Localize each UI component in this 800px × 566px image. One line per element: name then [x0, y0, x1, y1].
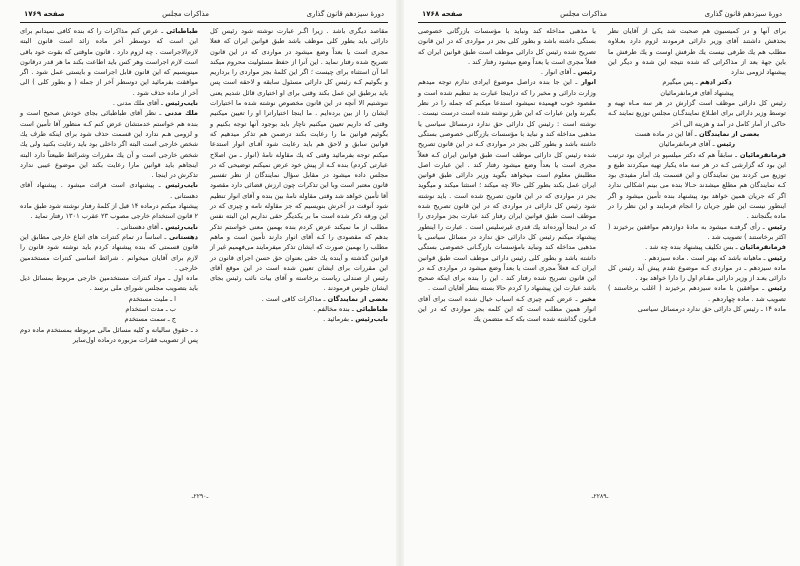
paragraph-text: ا ـ ملیت مستخدم: [128, 294, 176, 303]
page-number: ـ۲۲۹۰ـ: [191, 493, 209, 500]
speech-paragraph: [418, 294, 596, 325]
speech-paragraph: [20, 108, 198, 180]
body-paragraph: [418, 26, 596, 67]
paragraph-text: ـ ماهیانه باشد که بهتر است . ماده سیزدهم .: [644, 253, 766, 262]
paragraph-text: پیشنهاد میکنم درماده ۱۴ قبل از کلمهٔ رفتار نوشته شود طبق ماده ۲ قانون استخدام خارجی مصوب ۲۳ عقرب ۱۳۰۱ رفتار نماید .: [20, 202, 198, 221]
speaker-name: بعضی از نمایندگان: [325, 294, 388, 303]
text-columns: [418, 26, 786, 325]
speech-paragraph: [608, 242, 786, 252]
text-columns: [20, 26, 388, 345]
speaker-name: رئیس: [765, 253, 786, 262]
paragraph-text: ـ اساساً در تمام کنترات های اتباع خارجی مطابق این قانون قسمتی که بنده پیشنهاد کردم باید نوشته شود قانون را لازم برای آقایان میخوانم . شرائط اساسی کنترات مستخدمین خارجی .: [20, 232, 198, 272]
speaker-name: ملك مدنی: [161, 109, 199, 118]
paragraph-text: رئیس کل دارائی موظف است گزارش در هر سه مـاه تهیه و توسط وزیر دارائی برای اطـلاع نمایندگـان مجلس توزیع نمایند کـه حاکی از آمار کامل در آمد و هزینه الی آخر: [608, 99, 786, 128]
header-page-label: صفحه ۱۷۶۹: [24, 10, 65, 18]
body-paragraph: [608, 263, 786, 284]
list-item: [20, 314, 198, 324]
header-rule: [20, 22, 388, 23]
body-paragraph: [608, 88, 786, 98]
paragraph-text: ج ـ سمت مستخدم: [124, 315, 176, 324]
paragraph-text: ـ عرض کنم مذاکرات را که بنده کافی نمیدانم برای این است که دوسطر آخر ماده زائد است قانون البته لازم‌الاجراست . چه لزوم دارد . قانون ماوقتی که بقوت خود باقی است لازم اجراست وهر کس باید اطاعت بکند ما هر قدر درقانون مینویسیم که این قانون قابل اجراست و بایستی عمل شود . اگر موافقت بفرمائید این دوسطر آخر از جمله ( و بطور کلی ) الی آخر از ماده حذف شود .: [20, 27, 198, 97]
speaker-name: رئیس: [714, 140, 736, 149]
paragraph-text: ماده اول ـ مواد کنترات مستخدمین خارجی مربوط بمسائل ذیل باید بتصویب مجلس شورای ملی برسد .: [20, 274, 198, 293]
list-item: [20, 294, 198, 304]
paragraph-text: ـ آقای ملك مدنی .: [112, 99, 163, 108]
paragraph-text: ـ آقای انوار .: [540, 68, 576, 77]
speech-paragraph: [210, 294, 388, 304]
column-left: [418, 26, 596, 325]
speech-paragraph: [210, 314, 388, 324]
header-series: دورهٔ سیزدهم قانون گذاری: [704, 10, 782, 18]
paragraph-text: ـ این جا بنده دراصل موضوع ایرادی ندارم توجه میدهم وزارت دارائی و مخبر را که دراینجا عبارت بد تنظیم شده است و مقصود خوب فهمیده نمیشود استدعا میکنم که جمله را در نظر بگیرند واین عبارات که این طرز نوشته شده است درست نیست . نوشته است : رئیس کل دارائی حق ندارد درمسائل سیاسی یا مذهبی مداخله کند و نباید با مؤسسات بازرگانی خصوصی بستگی داشته باشد و بطور کلی بجز در مواردی کـه در این قانون تصریح شده رئیس کل دارائی موظف است طبق قوانین ایران کـه فعلاً مجری است یا بعداً وضع میشود رفتار کند . این عبارت اصل مطلبش معلوم است میخواهد بگوید وزیر دارائی طبق قوانین ایران عمل بکند بطور کلی حالا چه میکند ؛ استثنا میکند و میگوید بجز در مواردی که در این قانون تصریح شده است . باید نوشته شود رئیس کل دارائی در مواردی که در این قانون تصریح شده موظف است طبق قوانین ایران رفتار کند عبارت بجز مواردی را که در اینجا آورده‌اند یك قدری غیرسلیس است . عبارت را اینطور پیشنهاد میکنم رئیس کل دارائی حق ندارد در مسائل سیاسی یا مذهبی مداخله کند ونباید بامؤسسات بازرگـانی خصوصی بستگی داشته باشد و بطور کلی رئیس دارائی موظف است طبق قوانین ایران کـه فعلاً مجری است یا بعداً وضع میشود در مواردی کـه در این قانون تصریح شده رفتار کند . این را بنده برای اینکه صحیح باشد عبارت این پیشنهاد را کردم حالا بسته بنظر آقایان است .: [418, 78, 596, 293]
page-number: ـ۲۲۸۹ـ: [591, 493, 609, 500]
paragraph-text: ـ رأی گرفتـه میشود به مادهٔ دوازدهم موافقین برخیزند ( اکثر برخاستند ) تصویب شد .: [608, 222, 786, 241]
body-paragraph: [608, 26, 786, 77]
speaker-name: رئیس: [764, 284, 786, 293]
speech-paragraph: [608, 253, 786, 263]
speaker-name: رئیس: [764, 222, 786, 231]
speaker-name: طباطبائی: [163, 27, 198, 35]
column-right: [210, 26, 388, 345]
column-left: [20, 26, 198, 345]
speaker-name: نایب‌رئیس: [163, 99, 198, 108]
speech-paragraph: [608, 283, 786, 304]
speech-paragraph: [20, 222, 198, 232]
speech-paragraph: [608, 139, 786, 149]
paragraph-text: ماده ۱۴ ـ رئیس کل دارائی حق ندارد درمسائل سیاسی: [637, 305, 786, 314]
speaker-name: نایب‌رئیس: [160, 181, 198, 190]
speaker-name: دهستانی: [166, 232, 198, 241]
paragraph-text: ـ موافقین با ماده سیزدهم برخیزند ( اغلب برخاستند ) تصویب شد . ماده چهاردهم .: [608, 284, 786, 303]
speech-paragraph: [608, 222, 786, 243]
paragraph-text: پیشنهاد آقای فرمانفرمائیان: [660, 88, 734, 97]
body-paragraph: [608, 98, 786, 129]
paragraph-text: ـ بنده مخالفم .: [313, 305, 354, 314]
right-page: [400, 0, 800, 566]
speech-paragraph: [608, 150, 786, 222]
column-right: [608, 26, 786, 325]
speaker-name: مخبر: [577, 294, 596, 303]
speaker-name: رئیس: [575, 68, 596, 77]
page-header: [20, 5, 388, 19]
speech-paragraph: [20, 26, 198, 98]
body-paragraph: [210, 26, 388, 294]
paragraph-text: برای آنها و در کمیسیون هم صحبت شد یکی از آقایان نظر بحذفش داشتند آقای وزیر دارائی فرمودند لزوم دارد بعـلاوه مطلب هم یك طرفی نیست یك طرفش اوست و یك طرفش ما باین جهة بعد از مذاکراتی که شده نتیجه این شده و دیگر این پیشنهاد لزومی ندارد: [608, 27, 786, 77]
header-rule: [418, 22, 786, 23]
page-header: [418, 5, 786, 19]
book-gutter: [396, 0, 404, 566]
paragraph-text: ـ سابقاً هم که دکتر میلسپو در ایران بود ترتیب این بود که گزارشی کـه در هر سه ماه یکبار تهیه میکردند طبع و توزیع می کردند بین نمایندگان و این قسمت یك آمار مفیدی بود کـه نمایندگان هم مطلع میشدند حـالا بنده می بینم اشکالی ندارد اگر که جریان همین خواهد بود پیشنهاد بنده تأمین میشود و اگر اینطور نیست این طور جریان را انجام فرمایند و این نظر را در ماده بگنجانند .: [608, 150, 786, 221]
speech-paragraph: [608, 129, 786, 139]
speaker-name: فرمانفرمائیان: [737, 243, 786, 252]
paragraph-text: مقاصد دیگری باشد . زیرا اگـر عبارت نوشته شود رئیس کل دارائی باید بطور کلی موظف باشد طبق قوانین ایران که فعلا مجری است یا بعداً وضع میشود در مواردی که در این قانون تصریح شده رفتار نماید . این آنرا از حفظ مسئولیت محروم میکند اما آن استثناء برای چیست ؛ اگر این کلمهٔ بجز مواردی را برداریم و بگوئیم کـه رئیس کل دارائی مسئول سابقه و لاحقه است پس باید برطبق این عمل بکند وقتی برای او اختیاری قائل شدیم یعنی ننوشتیم الا آنچه در این قانون مخصوص نوشته شده ما اختیارات ایشان را از بین برده‌ایم . ما اینجا اختیاراترا او را تعیین میکنیم وقتی که داریم تعیین میکنیم ناچار باید بوجود آنها توجه بکنیم و بگوئیم قوانین ما را رعایت بکند درضمن هم تذکر میدهیم که قوانین سابق و لاحق هم باید رعایت شود آقـای انوار استدعا میکنم توجه بفرمائید وقتی که یك مقاوله نامهٔ (انوار ـ من اصلاح عبارتی کردم) بنده کـه از پیش خود عرض نمیکنم توضیحی که در مجلس داده میشود در مقابل سؤال نمایندگان از نظر تفسیر قانون معتبر است وبا این تذکرات چون ارزش قضائی دارد مقصود آقا تأمین خواهد شد وقتی مقاوله نامهٔ بین بنده و آقای انوار تنظیم شود آنوقت در آخرش بنویسیم که جز مقاوله نامه و چیزی که در این ورقه ذکر شده است ما بر یکدیگر حقی نداریم این البته نفس مطلب از ما نمیکند عرض کردم بنده بهمین معنی خواستم تذکر بدهم که مقصودی را کـه آقای انوار دارند تأمین است و ماهم مطلب را بهمین صورت که ایشان تذکر میفرمایند می‌فهمیم غیر از قوانین گذشته و آینده یك حقی بعنوان حق حسن اجرای قانون در این مقررات برای ایشان تعیین شده است در این موقع آقای رئیس از صندلی ریاست برخاسته و آقای بیات نائب رئیس بجای ایشان جلوس فرمودند .: [210, 27, 388, 293]
speech-paragraph: [418, 67, 596, 77]
speaker-name: فرمانفرمائیان: [737, 150, 786, 159]
paragraph-text: ـ آقای فرمانفرمائیان: [658, 140, 715, 149]
speaker-name: طباطبائی: [353, 305, 388, 314]
paragraph-text: ـ عرض کنم چیزی کـه اسباب خیال شده است برای آقای انوار همین مطلب است که این کلمه بجز مواردی که در این قـانون گذاشته شده است بکه کـه متضمن یك: [418, 294, 596, 324]
body-paragraph: [608, 304, 786, 314]
paragraph-text: ـ مذاکرات کافی است .: [261, 294, 326, 303]
list-item: [20, 304, 198, 314]
paragraph-text: ـ پیشنهادی است قرائت میشود . پیشنهاد آقای دهستانی .: [20, 181, 198, 200]
paragraph-text: یا مذهبی مداخله کند ونباید با مؤسسات بازرگانی خصوصی بستگی داشته باشد و بطور کلی بجز در مواردی که در این قانون تصریح شده رئیس کل دارائی موظف است طبق قوانین ایران که فعلاً مجری است یا بعداً وضع میشود رفتار کند .: [418, 27, 596, 66]
paragraph-text: ـ آقا این در ماده هست: [634, 129, 697, 138]
paragraph-text: ب ـ مدت استخدام: [125, 305, 176, 314]
speaker-name: انوار: [577, 78, 596, 87]
paragraph-text: ـ بفرمائید .: [323, 315, 353, 324]
paragraph-text: ـ آقای دهستانی .: [116, 222, 163, 231]
paragraph-text: ـ پس میگیرم: [662, 78, 698, 87]
speech-paragraph: [418, 77, 596, 293]
speaker-name: نایب‌رئیس: [163, 222, 198, 231]
speech-paragraph: [20, 232, 198, 273]
paragraph-text: ماده سیزدهم ـ در مواردی کـه موضوع تقدم پیش آید رئیس کل دارائی بعـد از وزیر دارائی مقـام اول را دارا خواهد بود .: [608, 263, 786, 283]
body-paragraph: [20, 201, 198, 222]
header-section: مذاکرات مجلس: [162, 10, 209, 18]
speech-paragraph: [210, 304, 388, 314]
paragraph-text: ـ بس تکلیف پیشنهاد بنده چه شد .: [645, 243, 738, 252]
body-paragraph: [20, 273, 198, 294]
header-series: دورهٔ سیزدهم قانون گذاری: [306, 10, 384, 18]
speech-paragraph: [20, 180, 198, 201]
paragraph-text: د ـ حقوق سالیانه و کلیه مسائل مالی مربوطه بمستخدم ماده دوم پس از تصویب فقرات مزبوره درماده اول‌سایر: [20, 325, 198, 344]
speaker-name: نایب‌رئیس: [353, 315, 388, 324]
speech-paragraph: [20, 98, 198, 108]
body-paragraph: [20, 325, 198, 346]
speech-paragraph: [608, 77, 786, 87]
paragraph-text: ـ نظر آقای طباطبائی بجای خودش صحیح است و بنده هم خواستم خدمتشان عرض کنم کـه منظور آقا تأمین است و لزومی هـم ندارد این قسمت حذف شود برای اینکه طرف یك شخص خارجی است البته اگر داخلی بود باید رعایت بکنید ولی یك شخص خارجی است و آن یك مقررات وشرائط طبیعتاً دارد البته اینجاهم باید قوانین مارا رعایت بکند این موضوع عیبی ندارد تذکرش در اینجا .: [20, 109, 198, 180]
speaker-name: بعضی از نمایندگان: [696, 129, 760, 138]
speaker-name: دکتر ادهم: [697, 78, 732, 87]
header-section: مذاکرات مجلس: [560, 10, 607, 18]
header-page-label: صفحه ۱۷۶۸: [422, 10, 463, 18]
